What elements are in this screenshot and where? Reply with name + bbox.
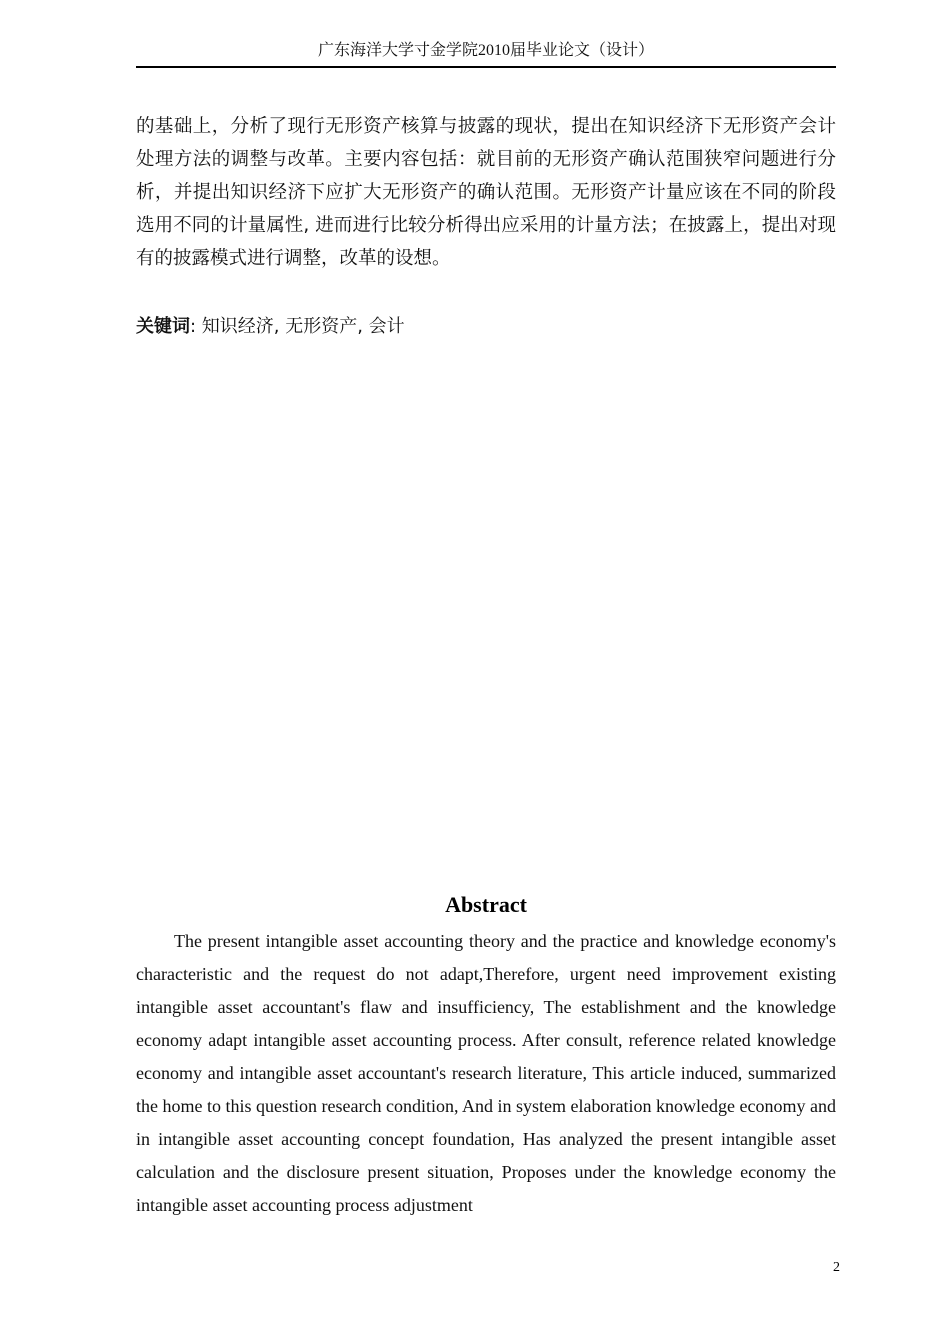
page-header: 广东海洋大学寸金学院2010届毕业论文（设计） <box>317 42 654 59</box>
page-number: 2 <box>833 1260 840 1275</box>
abstract-title: Abstract <box>445 892 527 917</box>
english-abstract-paragraph: The present intangible asset accounting theory and the practice and knowledge economy's characteristic and the request do not adapt,Therefore, urgent need improvement existing intangible asset accountant's flaw and insufficiency, The establishment and the knowledge economy adapt intangible asset accounting process. After consult, reference related knowledge economy and intangible asset accountant's research literature, This article induced, summarized the home to this question research condition, And in system elaboration knowledge economy and in intangible asset accounting concept foundation, Has analyzed the present intangible asset calculation and the disclosure present situation, Proposes under the knowledge economy the intangible asset accounting process adjustment <box>136 931 836 1215</box>
keywords-value: : 知识经济, 无形资产, 会计 <box>190 316 405 337</box>
header-divider <box>136 66 836 68</box>
chinese-abstract-paragraph: 的基础上，分析了现行无形资产核算与披露的现状，提出在知识经济下无形资产会计处理方法的调整与改革。主要内容包括：就目前的无形资产确认范围狭窄问题进行分析，并提出知识经济下应扩大无形资产的确认范围。无形资产计量应该在不同的阶段选用不同的计量属性, 进而进行比较分析得出应采用的计量方法；在披露上，提出对现有的披露模式进行调整，改革的设想。 <box>136 116 836 269</box>
keywords-label: 关键词 <box>136 316 190 337</box>
keywords-line <box>136 312 836 342</box>
